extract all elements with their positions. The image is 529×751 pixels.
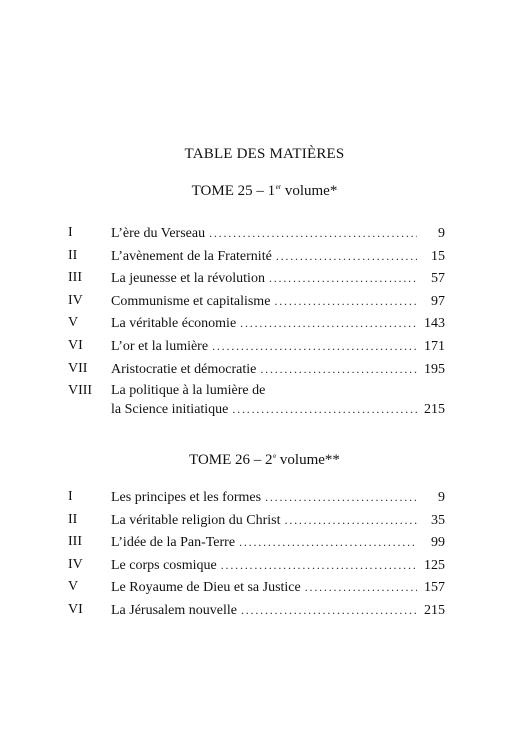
entry-number: VI xyxy=(68,601,83,617)
toc-tome-26 xyxy=(68,488,445,624)
entry-title: La véritable religion du Christ xyxy=(111,512,281,528)
entry-title-line-1: La politique à la lumière de xyxy=(111,383,266,399)
entry-page: 57 xyxy=(431,271,445,287)
dot-leader xyxy=(212,337,417,355)
entry-number: III xyxy=(68,270,82,286)
dot-leader xyxy=(276,247,417,265)
toc-entry[interactable] xyxy=(68,224,445,247)
toc-entry[interactable] xyxy=(68,292,445,315)
tome-26-heading xyxy=(0,452,529,469)
entry-page: 15 xyxy=(431,248,445,264)
toc-entry[interactable] xyxy=(68,533,445,556)
tome-25-heading xyxy=(0,183,529,200)
entry-number: VIII xyxy=(68,383,93,399)
entry-page: 157 xyxy=(424,580,445,596)
toc-entry[interactable] xyxy=(68,601,445,624)
tome-heading-sup: e xyxy=(273,452,277,460)
dot-leader xyxy=(260,360,417,378)
entry-page: 9 xyxy=(438,226,445,241)
entry-title: Aristocratie et démocratie xyxy=(111,361,257,377)
toc-tome-25 xyxy=(68,224,445,422)
tome-heading-tail: volume** xyxy=(276,452,340,468)
page-title: TABLE DES MATIÈRES xyxy=(184,146,345,162)
entry-title: Communisme et capitalisme xyxy=(111,293,271,309)
toc-entry[interactable] xyxy=(68,247,445,270)
entry-title: L’or et la lumière xyxy=(111,338,209,354)
entry-title-line-2: la Science initiatique xyxy=(111,402,229,418)
dot-leader xyxy=(232,400,417,418)
tome-heading-main: TOME 25 – 1 xyxy=(191,183,276,199)
entry-number: VI xyxy=(68,337,83,353)
entry-number: I xyxy=(68,225,73,240)
entry-number: II xyxy=(68,511,78,527)
entry-number: V xyxy=(68,315,79,331)
entry-number: I xyxy=(68,489,73,504)
entry-title: La Jérusalem nouvelle xyxy=(111,602,237,618)
entry-title: Le Royaume de Dieu et sa Justice xyxy=(111,580,301,596)
tome-heading-main: TOME 26 – 2 xyxy=(189,452,273,468)
entry-title: L’ère du Verseau xyxy=(111,226,206,241)
entry-page: 99 xyxy=(431,535,445,551)
entry-page: 9 xyxy=(438,490,445,505)
entry-number: IV xyxy=(68,556,83,572)
dot-leader xyxy=(274,292,417,310)
entry-title: Les principes et les formes xyxy=(111,490,262,505)
dot-leader xyxy=(221,556,417,574)
dot-leader xyxy=(240,314,417,332)
entry-title: La jeunesse et la révolution xyxy=(111,271,265,287)
entry-page: 143 xyxy=(424,316,445,332)
dot-leader xyxy=(241,601,417,619)
toc-entry[interactable] xyxy=(68,314,445,337)
entry-number: IV xyxy=(68,292,83,308)
entry-title: La véritable économie xyxy=(111,316,237,332)
tome-heading-tail: volume* xyxy=(281,183,338,199)
entry-page: 97 xyxy=(431,293,445,309)
dot-leader xyxy=(305,578,417,596)
entry-number: VII xyxy=(68,360,88,376)
entry-page: 195 xyxy=(424,361,445,377)
toc-entry[interactable] xyxy=(68,488,445,511)
entry-page: 215 xyxy=(424,402,445,418)
toc-entry[interactable] xyxy=(68,511,445,534)
toc-entry[interactable] xyxy=(68,337,445,360)
entry-number: V xyxy=(68,579,79,595)
toc-entry[interactable] xyxy=(68,269,445,292)
entry-page: 215 xyxy=(424,602,445,618)
toc-entry[interactable] xyxy=(68,556,445,579)
tome-heading-sup: er xyxy=(275,183,282,191)
toc-entry[interactable] xyxy=(68,382,445,422)
dot-leader xyxy=(209,224,417,242)
dot-leader xyxy=(239,533,417,551)
entry-title: L’avènement de la Fraternité xyxy=(111,248,272,264)
entry-number: III xyxy=(68,534,82,550)
entry-page: 171 xyxy=(424,338,445,354)
entry-title: Le corps cosmique xyxy=(111,557,217,573)
entry-title: L’idée de la Pan-Terre xyxy=(111,535,236,551)
toc-entry[interactable] xyxy=(68,578,445,601)
dot-leader xyxy=(265,488,417,506)
entry-page: 125 xyxy=(424,557,445,573)
toc-entry[interactable] xyxy=(68,360,445,383)
dot-leader xyxy=(269,269,417,287)
dot-leader xyxy=(285,511,417,529)
entry-number: II xyxy=(68,247,78,263)
entry-page: 35 xyxy=(431,512,445,528)
